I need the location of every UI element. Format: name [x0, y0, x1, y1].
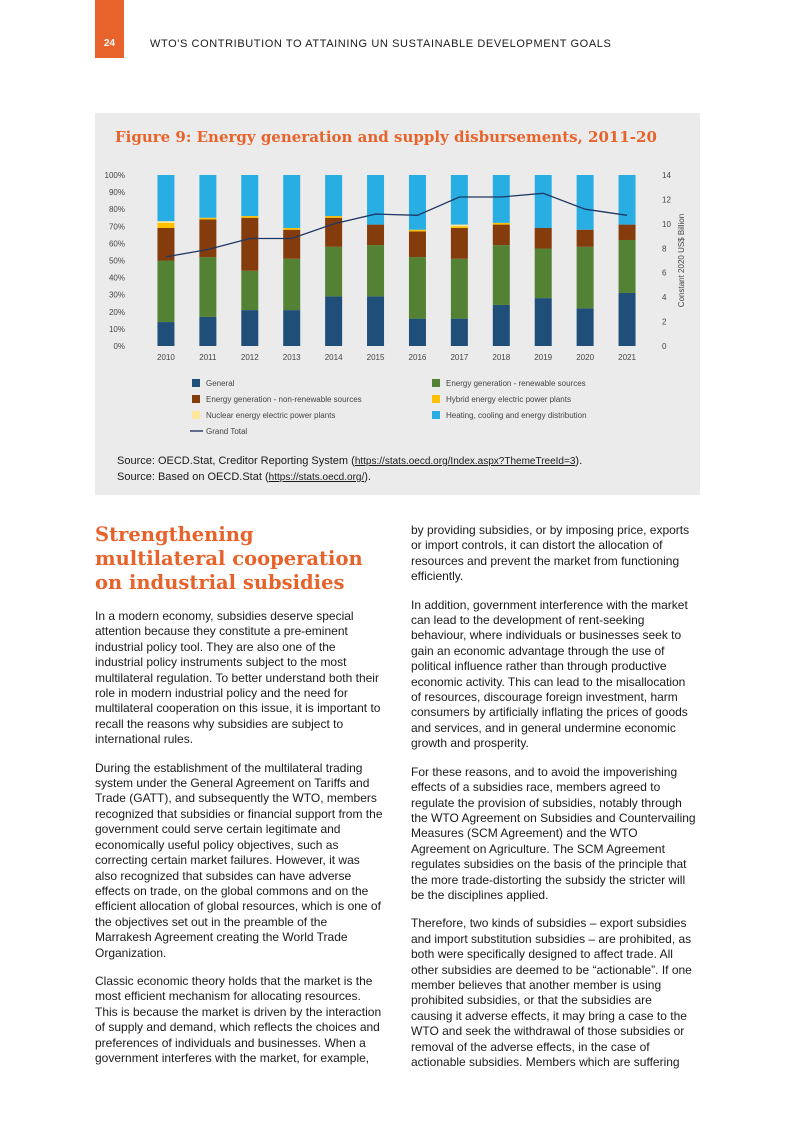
bar-segment — [493, 305, 510, 346]
bar-segment — [619, 225, 636, 240]
x-tick-label: 2018 — [492, 353, 511, 362]
y-right-tick-label: 8 — [662, 244, 667, 254]
bar-segment — [493, 225, 510, 246]
bar-segment — [493, 175, 510, 223]
paragraph: In addition, government interference with the market can lead to the development of rent-seeking behaviour, where individuals or businesses seek to gain an economic advantage through the use of political influence rather than through productive economic activity. This can lead to the misallocation of resources, discourage foreign investment, harm consumers by artificially inflating the prices of goods and services, and in general undermine economic growth and prosperity. — [411, 597, 688, 751]
bar-segment — [367, 225, 384, 246]
source-link-2[interactable]: https://stats.oecd.org/ — [268, 472, 365, 483]
x-tick-label: 2014 — [324, 353, 343, 362]
y-right-tick-label: 10 — [662, 219, 671, 229]
bar-segment — [451, 225, 468, 227]
paragraph: During the establishment of the multilateral trading system under the General Agreement on Tariffs and Trade (GATT), and subsequently the WTO, members recognized that subsidies or financial support from the government could serve certain legitimate and economically useful policy objectives, such as correcting certain market failures. However, it was also recognized that subsides can have adverse effects on trade, on the global commons and on the efficient allocation of global resources, which is one of the objectives set out in the preamble of the Marrakesh Agreement creating the World Trade Organization. — [95, 760, 383, 960]
x-tick-label: 2019 — [534, 353, 553, 362]
bar-segment — [493, 245, 510, 305]
bar-segment — [535, 298, 552, 346]
x-tick-label: 2012 — [240, 353, 259, 362]
bar-segment — [199, 175, 216, 218]
x-tick-label: 2016 — [408, 353, 427, 362]
bar-segment — [493, 223, 510, 225]
source-line-2 — [117, 471, 371, 483]
bar-segment — [451, 259, 468, 319]
x-tick-label: 2021 — [618, 353, 636, 362]
legend-label: Hybrid energy electric power plants — [446, 395, 571, 404]
bar-segment — [283, 310, 300, 346]
bar-segment — [577, 247, 594, 309]
paragraph: For these reasons, and to avoid the impoverishing effects of a subsidies race, members agreed to regulate the provision of subsidies, notably through the WTO Agreement on Subsidies and Countervailing Measures (SCM Agreement) and the WTO Agreement on Agriculture. The SCM Agreement regulates subsidies on the basis of the principle that the more trade-distorting the subsidy the stricter will be the disciplines applied. — [411, 764, 696, 902]
paragraph: Classic economic theory holds that the market is the most efficient mechanism for allocating resources. This is because the market is driven by the interaction of supply and demand, which reflects the choices and preferences of individuals and businesses. When a government interferes with the market, for example, — [95, 973, 382, 1065]
y-left-tick-label: 40% — [108, 273, 125, 283]
section-heading: Strengthening multilateral cooperation on industrial subsidies — [95, 523, 363, 594]
source-line-1-suffix: ). — [575, 455, 583, 467]
bar-segment — [241, 175, 258, 216]
legend-swatch — [192, 379, 200, 387]
bar-segment — [199, 317, 216, 346]
bar-segment — [577, 175, 594, 230]
bar-segment — [283, 259, 300, 310]
source-link-1[interactable]: https://stats.oecd.org/Index.aspx?ThemeTreeId=3 — [354, 456, 576, 467]
bar-segment — [535, 175, 552, 228]
x-tick-label: 2011 — [199, 353, 217, 362]
y-left-tick-label: 30% — [108, 290, 125, 300]
figure-title: Figure 9: Energy generation and supply disbursements, 2011-20 — [115, 128, 657, 146]
y-left-tick-label: 20% — [108, 307, 125, 317]
bar-segment — [451, 226, 468, 228]
y-left-tick-label: 80% — [108, 205, 125, 215]
bar-segment — [577, 230, 594, 247]
y-left-tick-label: 0% — [113, 342, 125, 351]
bar-segment — [157, 322, 174, 346]
right-column — [411, 523, 696, 1083]
bar-segment — [325, 175, 342, 216]
y-right-tick-label: 6 — [662, 268, 667, 278]
bar-segment — [325, 296, 342, 346]
source-line-2-prefix: Source: Based on OECD.Stat ( — [117, 471, 269, 483]
x-tick-label: 2020 — [576, 353, 595, 362]
legend-label: Energy generation - non-renewable sources — [206, 395, 362, 404]
bar-segment — [367, 245, 384, 296]
bar-segment — [241, 271, 258, 310]
bar-segment — [409, 175, 426, 230]
legend-swatch — [432, 379, 440, 387]
bar-segment — [535, 249, 552, 299]
bar-segment — [409, 257, 426, 319]
bar-segment — [241, 310, 258, 346]
y-left-tick-label: 100% — [104, 171, 125, 180]
bar-segment — [577, 308, 594, 346]
paragraph: In a modern economy, subsidies deserve special attention because they constitute a pre-eminent industrial policy tool. They are also one of the industrial policy instruments subject to the most multilateral regulation. To better understand both their role in modern industrial policy and the need for multilateral cooperation on this issue, it is important to recall the reasons why subsidies are subject to international rules. — [95, 609, 381, 747]
bar-segment — [409, 231, 426, 257]
legend-label: General — [206, 379, 235, 388]
bar-segment — [619, 175, 636, 225]
running-title: WTO'S CONTRIBUTION TO ATTAINING UN SUSTAINABLE DEVELOPMENT GOALS — [150, 38, 612, 50]
legend-swatch — [432, 411, 440, 419]
source-line-1-prefix: Source: OECD.Stat, Creditor Reporting System ( — [117, 455, 355, 467]
legend-label: Heating, cooling and energy distribution — [446, 411, 587, 420]
bar-segment — [535, 228, 552, 249]
x-tick-label: 2010 — [157, 353, 175, 362]
bar-segment — [157, 223, 174, 228]
bar-segment — [157, 261, 174, 323]
bar-segment — [241, 218, 258, 271]
bar-segment — [619, 240, 636, 293]
bar-segment — [157, 221, 174, 223]
legend-label: Grand Total — [206, 427, 248, 436]
legend-label: Energy generation - renewable sources — [446, 379, 586, 388]
y-right-tick-label: 14 — [662, 171, 671, 180]
x-tick-label: 2013 — [282, 353, 301, 362]
y-right-tick-label: 2 — [662, 317, 667, 327]
y-left-tick-label: 90% — [108, 188, 125, 198]
x-tick-label: 2015 — [366, 353, 385, 362]
page-number: 24 — [103, 38, 116, 49]
legend-swatch — [192, 395, 200, 403]
y-right-tick-label: 12 — [662, 195, 671, 205]
y-left-tick-label: 50% — [108, 256, 125, 266]
bar-segment — [451, 228, 468, 259]
paragraph: Therefore, two kinds of subsidies – export subsidies and import substitution subsidies – are prohibited, as both were specifically designed to affect trade. All other subsidies are deemed to be “actionable”. If one member believes that another member is using prohibited subsidies, or that the subsidies are causing it adverse effects, it may bring a case to the WTO and seek the withdrawal of those subsidies or removal of the adverse effects, in the case of actionable subsidies. Members which are suffering — [411, 916, 692, 1069]
bar-segment — [325, 247, 342, 297]
bar-segment — [157, 175, 174, 221]
paragraph: by providing subsidies, or by imposing price, exports or import controls, it can distort the allocation of resources and prevent the market from functioning efficiently. — [411, 523, 690, 584]
figure-panel — [95, 113, 700, 495]
y-left-tick-label: 60% — [108, 239, 125, 249]
bar-segment — [451, 319, 468, 346]
grand-total-line — [166, 193, 627, 257]
bar-segment — [199, 257, 216, 317]
bar-segment — [241, 216, 258, 218]
bar-segment — [325, 216, 342, 218]
bar-segment — [619, 293, 636, 346]
source-line-2-suffix: ). — [364, 471, 371, 483]
legend-label: Nuclear energy electric power plants — [206, 411, 336, 420]
stacked-bar-chart — [95, 113, 700, 443]
bar-segment — [283, 230, 300, 259]
y-left-tick-label: 70% — [108, 222, 125, 232]
bar-segment — [283, 175, 300, 228]
legend-swatch — [432, 395, 440, 403]
bar-segment — [409, 230, 426, 232]
bar-segment — [367, 175, 384, 225]
y-right-tick-label: 0 — [662, 342, 667, 351]
bar-segment — [199, 219, 216, 257]
source-line-1 — [117, 455, 582, 467]
bar-segment — [367, 296, 384, 346]
page-tab — [95, 0, 124, 58]
bar-segment — [199, 218, 216, 220]
y-right-axis-label: Constant 2020 US$ Billion — [677, 213, 686, 308]
x-tick-label: 2017 — [450, 353, 469, 362]
left-column — [95, 523, 385, 1079]
legend-swatch — [192, 411, 200, 419]
bar-segment — [283, 228, 300, 230]
bar-segment — [409, 319, 426, 346]
y-right-tick-label: 4 — [662, 293, 667, 303]
y-left-tick-label: 10% — [108, 324, 125, 334]
